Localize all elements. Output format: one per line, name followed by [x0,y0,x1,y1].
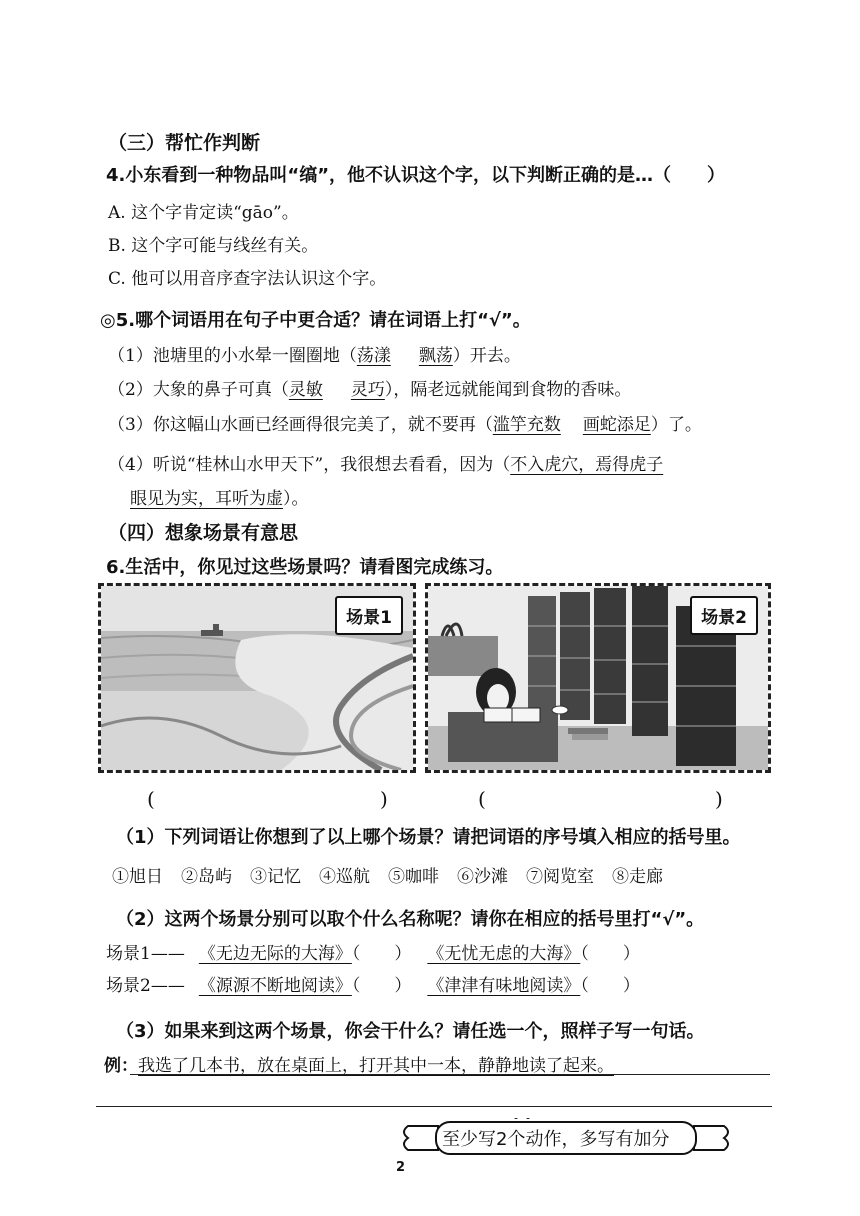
q6-sub2-row-2-opt1: 《源源不断地阅读》 [198,976,352,996]
q5-item-3-opt2[interactable]: 画蛇添足 [582,415,651,435]
answer-line[interactable] [96,1106,772,1107]
example-underline [130,1074,770,1075]
q6-word-1: ①旭日 [112,867,163,887]
q5-item-3-post: ）了。 [650,415,702,435]
q6-sub2-row-1-opt1: 《无边无际的大海》 [198,944,352,964]
scene-2-answer-close: ) [715,787,723,811]
question-4-stem: 4.小东看到一种物品叫“缟”，他不认识这个字，以下判断正确的是…（ ） [106,165,726,186]
q6-sub1-text: （1）下列词语让你想到了以上哪个场景？请把词语的序号填入相应的括号里。 [116,827,741,848]
scene-2-label: 场景2 [690,596,758,635]
q6-sub2-row-2-label: 场景2—— [106,976,185,996]
question-6-stem: 6.生活中，你见过这些场景吗？请看图完成练习。 [106,557,504,578]
scene-1-answer-close: ) [380,787,388,811]
scene-1-label: 场景1 [335,596,403,635]
q5-item-4-line2 [130,484,309,509]
q5-item-1 [108,341,521,366]
q6-sub2-row-1-label: 场景1—— [106,944,185,964]
q6-sub2-row-1-opt2: 《无忧无虑的大海》 [427,944,581,964]
q5-item-1-opt1[interactable]: 荡漾 [356,346,391,366]
q5-item-2-post: ），隔老远就能闻到食物的香味。 [384,380,632,400]
scene-2-answer-open: ( [478,787,486,811]
q5-item-3-pre: （3）你这幅山水画已经画得很完美了，就不要再（ [108,415,493,435]
q5-item-1-pre: （1）池塘里的小水晕一圈圈地（ [108,346,357,366]
scene-1-image [98,583,416,773]
q6-sub2-row-2-opt2: 《津津有味地阅读》 [427,976,581,996]
question-4-option-c: C. 他可以用音序查字法认识这个字。 [108,269,387,289]
q6-sub2-row-2-blank1[interactable]: （ ） [351,976,412,996]
q6-word-2: ②岛屿 [181,867,232,887]
section-heading-4: （四）想象场景有意思 [108,522,299,544]
q5-item-4 [108,450,663,475]
q5-item-2-opt1[interactable]: 灵敏 [288,380,323,400]
q6-sub2-row-1-blank2[interactable]: （ ） [580,944,640,964]
q5-item-1-opt2[interactable]: 飘荡 [418,346,453,366]
tip-banner [398,1118,734,1158]
scene-1-answer-open: ( [147,787,155,811]
question-5-stem: ◎5.哪个词语用在句子中更合适？请在词语上打“√”。 [100,310,531,331]
q5-item-4-post: ）。 [283,489,309,509]
example-label: 例： [104,1056,138,1076]
q6-sub2-row-1-blank1[interactable]: （ ） [351,944,412,964]
section-heading-3: （三）帮忙作判断 [108,132,261,154]
q6-sub2-row-2-blank2[interactable]: （ ） [580,976,640,996]
q6-word-5: ⑤咖啡 [388,867,439,887]
scene-2-image [425,583,771,773]
q5-item-3-opt1[interactable]: 滥竽充数 [492,415,561,435]
example-sentence: 我选了几本书，放在桌面上，打开其中一本，静静地读了起来。 [138,1056,614,1076]
q5-item-4-opt2[interactable]: 眼见为实，耳听为虚 [130,489,283,509]
question-4-option-b: B. 这个字可能与线丝有关。 [108,236,319,256]
q6-sub2-row-2 [106,971,640,996]
q5-item-4-opt1[interactable]: 不入虎穴，焉得虎子 [510,455,664,475]
q6-word-4: ④巡航 [319,867,370,887]
q5-item-3 [108,410,702,435]
question-4-option-a: A. 这个字肯定读“gāo”。 [108,203,299,223]
page-number: 2 [396,1160,406,1175]
q5-item-2 [108,375,631,400]
q6-sub2-row-1 [106,939,640,964]
q5-item-1-post: ）开去。 [452,346,521,366]
q5-item-4-pre: （4）听说“桂林山水甲天下”，我很想去看看，因为（ [108,455,511,475]
q5-item-2-pre: （2）大象的鼻子可真（ [108,380,289,400]
q6-word-3: ③记忆 [250,867,301,887]
q5-item-2-opt2[interactable]: 灵巧 [350,380,385,400]
q6-sub3-text: （3）如果来到这两个场景，你会干什么？请任选一个，照样子写一句话。 [116,1021,705,1042]
q6-word-7: ⑦阅览室 [526,867,594,887]
tip-text: 至少写2个动作，多写有加分 [442,1129,670,1150]
q6-word-8: ⑧走廊 [612,867,663,887]
q6-word-list [112,862,663,887]
q6-word-6: ⑥沙滩 [457,867,508,887]
q6-sub2-text: （2）这两个场景分别可以取个什么名称呢？请你在相应的括号里打“√”。 [116,909,705,930]
q6-sub3-example [104,1051,614,1076]
